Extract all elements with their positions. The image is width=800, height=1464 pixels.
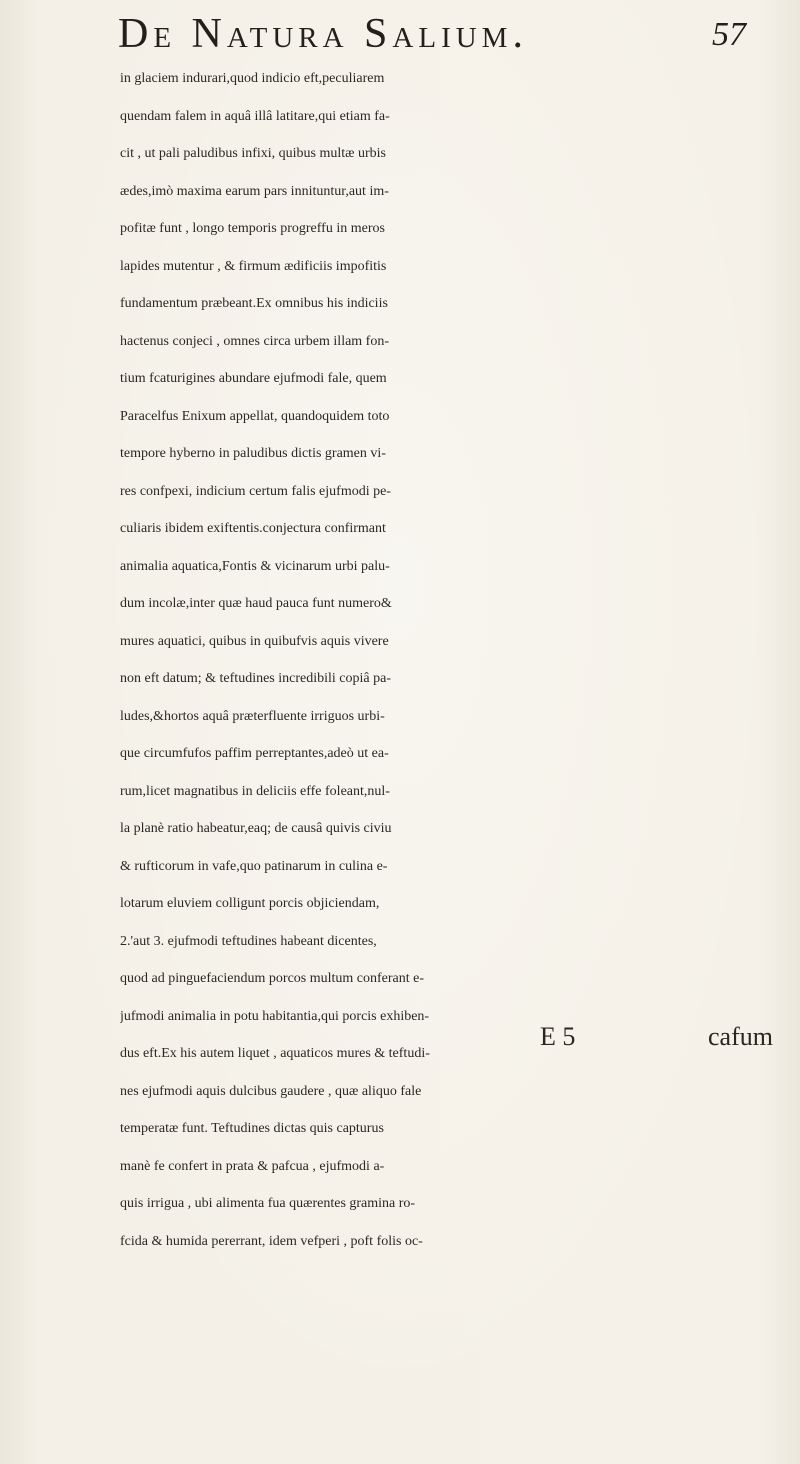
text-line: & rufticorum in vafe,quo patinarum in culina e- <box>120 858 388 874</box>
text-line: lapides mutentur , & firmum ædificiis impofitis <box>120 258 387 274</box>
text-line: non eft datum; & teftudines incredibili copiâ pa- <box>120 671 391 686</box>
text-line: tempore hyberno in paludibus dictis gramen vi- <box>120 446 386 461</box>
text-line: lotarum eluviem colligunt porcis objiciendam, <box>120 896 380 911</box>
text-line: in glaciem indurari,quod indicio eft,peculiarem <box>120 71 385 86</box>
signature-mark: E 5 <box>540 1022 576 1051</box>
text-line: fundamentum præbeant.Ex omnibus his indiciis <box>120 296 388 311</box>
signature-line <box>120 1022 773 1062</box>
running-head: De Natura Salium. <box>118 11 528 57</box>
text-line: quendam falem in aquâ illâ latitare,qui etiam fa- <box>120 108 390 124</box>
text-line: rum,licet magnatibus in deliciis effe foleant,nul- <box>120 783 390 799</box>
page-header <box>0 10 800 66</box>
text-line: jufmodi animalia in potu habitantia,qui porcis exhiben- <box>120 1008 430 1024</box>
page-number: 57 <box>712 16 746 53</box>
text-line: culiaris ibidem exiftentis.conjectura confirmant <box>120 521 386 536</box>
text-line: quod ad pinguefaciendum porcos multum conferant e- <box>120 971 425 986</box>
text-line: nes ejufmodi aquis dulcibus gaudere , quæ aliquo fale <box>120 1083 422 1099</box>
text-line: hactenus conjeci , omnes circa urbem illam fon- <box>120 333 390 349</box>
text-line: quis irrigua , ubi alimenta fua quærentes gramina ro- <box>120 1196 416 1211</box>
text-line: 2.'aut 3. ejufmodi teftudines habeant dicentes, <box>120 933 377 949</box>
text-line: temperatæ funt. Teftudines dictas quis capturus <box>120 1121 384 1136</box>
text-line: dus eft.Ex his autem liquet , aquaticos mures & teftudi- <box>120 1046 430 1061</box>
text-line: ludes,&hortos aquâ præterfluente irriguos urbi- <box>120 708 385 724</box>
text-line: cit , ut pali paludibus infixi, quibus multæ urbis <box>120 146 386 161</box>
text-line: animalia aquatica,Fontis & vicinarum urbi palu- <box>120 558 390 574</box>
text-line: fcida & humida pererrant, idem vefperi , poft folis oc- <box>120 1233 423 1249</box>
text-line: la planè ratio habeatur,eaq; de causâ quivis civiu <box>120 821 392 836</box>
text-line: Paracelfus Enixum appellat, quandoquidem toto <box>120 408 390 424</box>
text-line: ædes,imò maxima earum pars innituntur,aut im- <box>120 183 389 199</box>
body-text <box>120 60 800 1260</box>
text-line: pofitæ funt , longo temporis progreffu in meros <box>120 221 385 236</box>
text-line: que circumfufos paffim perreptantes,adeò ut ea- <box>120 746 389 761</box>
text-line: manè fe confert in prata & pafcua , ejufmodi a- <box>120 1158 385 1174</box>
text-line: res confpexi, indicium certum falis ejufmodi pe- <box>120 483 391 499</box>
text-line: tium fcaturigines abundare ejufmodi fale, quem <box>120 371 387 386</box>
text-line: dum incolæ,inter quæ haud pauca funt numero& <box>120 596 392 611</box>
text-line: mures aquatici, quibus in quibufvis aquis vivere <box>120 633 389 649</box>
catchword: cafum <box>708 1022 773 1051</box>
